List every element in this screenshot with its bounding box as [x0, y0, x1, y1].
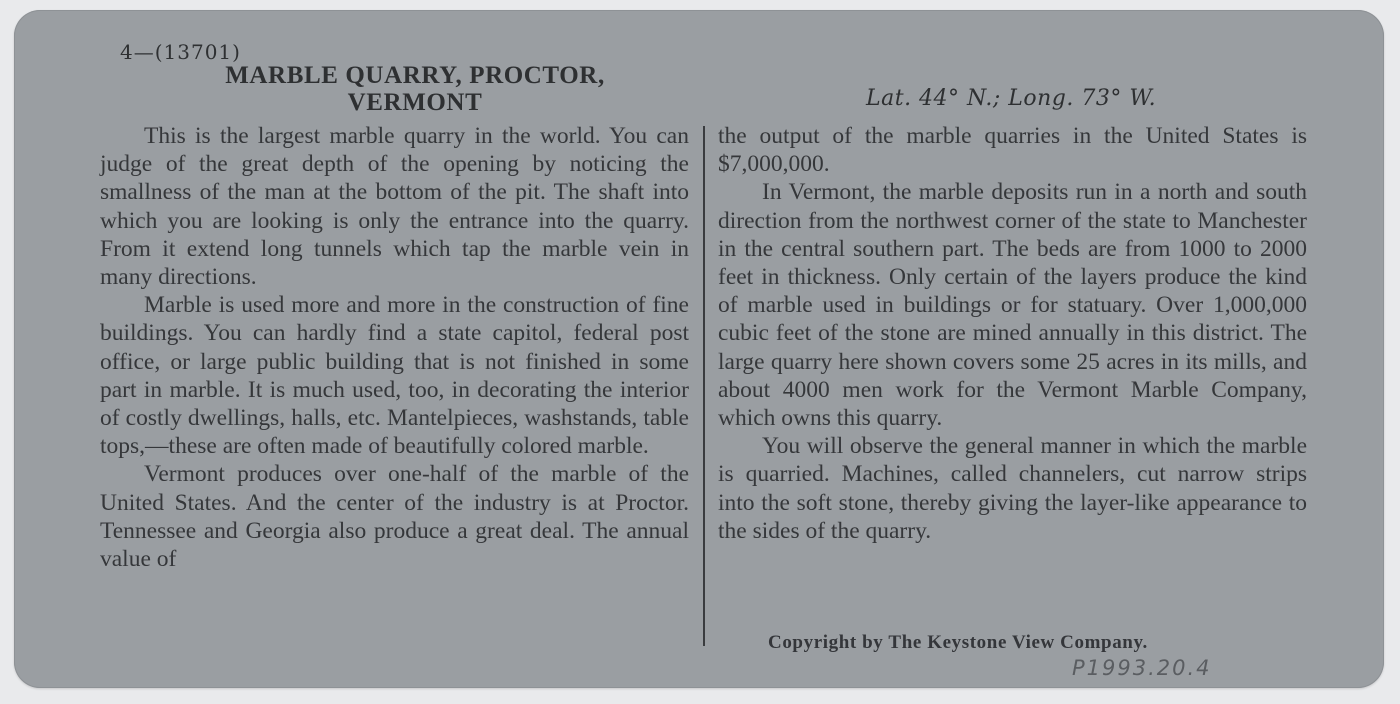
title-line-2: VERMONT: [347, 89, 483, 116]
paragraph: In Vermont, the marble deposits run in a north and south direction from the northwest corner of the state to Manchester in the central southern part. The beds are from 1000 to 2000 feet in thickness. Only certain of the layers produce the kind of marble used in buildings or for statuary. Over 1,000,000 cubic feet of the stone are mined annually in this district. The large quarry here shown covers some 25 acres in its mills, and about 4000 men work for the Vermont Marble Company, which owns this quarry.: [718, 179, 1307, 432]
title-line-1: MARBLE QUARRY, PROCTOR,: [225, 62, 605, 89]
left-column: [100, 122, 689, 573]
paragraph: You will observe the general manner in which the marble is quarried. Machines, called channelers, cut narrow strips into the soft stone, thereby giving the layer-like appearance to the sides of the quarry.: [718, 433, 1307, 544]
paragraph: This is the largest marble quarry in the world. You can judge of the great depth of the opening by noticing the smallness of the man at the bottom of the pit. The shaft into which you are looking is only the entrance into the quarry. From it extend long tunnels which tap the marble vein in many directions.: [100, 123, 689, 291]
copyright-line: Copyright by The Keystone View Company.: [768, 632, 1148, 653]
catalog-number: 4—(13701): [120, 40, 241, 64]
column-divider: [703, 126, 705, 646]
paragraph: Marble is used more and more in the construction of fine buildings. You can hardly find a state capitol, federal post office, or large public building that is not finished in some part in marble. It is much used, too, in decorating the interior of costly dwellings, halls, etc. Mantelpieces, washstands, table tops,—these are often made of beautifully colored marble.: [100, 292, 689, 460]
right-column: [718, 122, 1307, 545]
card-title: [180, 62, 650, 116]
paragraph: the output of the marble quarries in the United States is $7,000,000.: [718, 123, 1307, 178]
coordinates: Lat. 44° N.; Long. 73° W.: [866, 86, 1157, 111]
accession-number: P1993.20.4: [1072, 656, 1212, 680]
paragraph: Vermont produces over one-half of the marble of the United States. And the center of the industry is at Proctor. Tennessee and Georgia also produce a great deal. The annual value of: [100, 461, 689, 573]
